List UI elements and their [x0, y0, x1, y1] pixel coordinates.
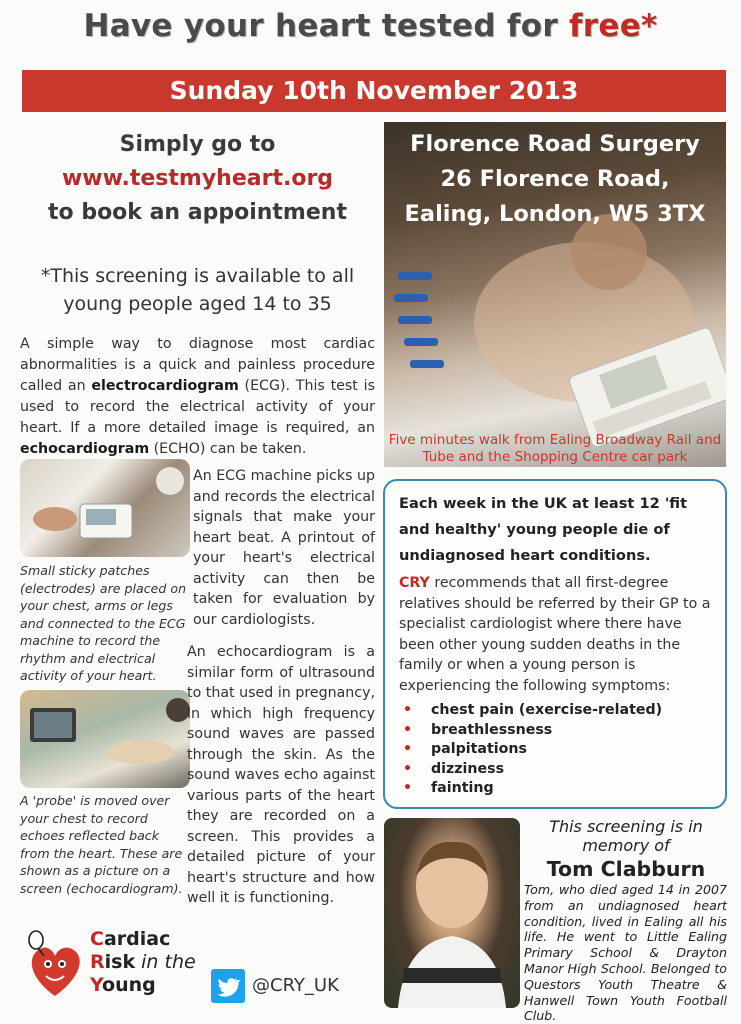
venue-address	[384, 122, 726, 232]
word: in the	[135, 951, 196, 973]
intro-term-ecg: electrocardiogram	[91, 378, 239, 394]
intro-text-3: (ECHO) can be taken.	[149, 441, 307, 457]
bullet-icon: •	[403, 760, 413, 777]
headline-main: Have your heart tested for	[83, 8, 569, 44]
eligibility-note	[20, 262, 375, 318]
intro-text-1: A simple way to diagnose most cardiac abnormalities is a quick and painless procedure called an	[20, 336, 375, 394]
bullet-icon: •	[403, 741, 413, 757]
venue-street: 26 Florence Road,	[440, 166, 670, 192]
intro-term-echo: echocardiogram	[20, 441, 150, 457]
list-item	[399, 721, 699, 741]
memorial-name: Tom Clabburn	[546, 857, 706, 881]
twitter-handle-link[interactable]: @CRY_UK	[252, 975, 339, 996]
booking-url-link[interactable]: www.testmyheart.org	[61, 166, 334, 191]
venue-directions: Five minutes walk from Ealing Broadway Rail and Tube and the Shopping Centre car park	[388, 432, 722, 465]
symptom-text: palpitations	[431, 741, 527, 757]
cry-wordmark	[90, 928, 210, 997]
cry-word-2	[90, 951, 210, 974]
bullet-icon: •	[403, 702, 413, 718]
bullet-icon: •	[403, 721, 413, 738]
symptom-text: breathlessness	[431, 721, 553, 738]
intro-paragraph	[20, 334, 375, 460]
symptom-text: fainting	[431, 780, 494, 796]
page-headline	[0, 8, 741, 44]
echo-description: An echocardiogram is a similar form of ultrasound to that used in pregnancy, in which high frequency sound waves are passed through the skin. As the sound waves echo against various parts of the heart they are recorded on a screen. This provides a detailed picture of your heart's structure and how well it is functioning.	[187, 644, 375, 906]
ecg-description: An ECG machine picks up and records the electrical signals that make your heart beat. A printout of your heart's electrical activity can then be taken for evaluation by our cardiologists.	[193, 468, 375, 628]
symptom-text: dizziness	[431, 760, 505, 777]
ecg-caption: Small sticky patches (electrodes) are placed on your chest, arms or legs and connected to the ECG machine to record the rhythm and electrical activity of your heart.	[20, 563, 187, 683]
ecg-photo	[20, 459, 190, 557]
info-body	[399, 573, 717, 696]
initial: R	[90, 951, 105, 973]
venue-photo-panel	[384, 122, 726, 467]
info-body-text: recommends that all first-degree relatives should be referred by their GP to a specialist cardiologist where there have been other young sudden deaths in the family or when a young person is experiencing the following symptoms:	[399, 575, 711, 694]
booking-block	[20, 128, 375, 230]
intro-text-2: (ECG). This test is used to record the electrical activity of your heart. If a more detailed image is required, an	[20, 378, 375, 436]
info-headline: Each week in the UK at least 12 'fit and healthy' young people die of undiagnosed heart conditions.	[399, 495, 688, 564]
list-item	[399, 760, 699, 780]
symptom-text: chest pain (exercise-related)	[431, 702, 663, 718]
date-banner: Sunday 10th November 2013	[22, 70, 726, 112]
twitter-bird-icon[interactable]	[211, 969, 245, 1003]
initial: C	[90, 928, 104, 950]
memorial-dedication: This screening is in memory of	[549, 817, 703, 855]
eligibility-line-2: young people aged 14 to 35	[63, 293, 332, 315]
echo-caption: A 'probe' is moved over your chest to record echoes reflected back from the heart. These are shown as a picture on a screen (echocardiogram).	[20, 793, 183, 896]
list-item	[399, 740, 699, 760]
list-item	[399, 701, 699, 721]
word: ardiac	[103, 928, 171, 950]
eligibility-line-1: *This screening is available to all	[40, 265, 355, 287]
cry-word-3	[90, 974, 210, 997]
cry-abbrev: CRY	[399, 575, 430, 591]
booking-line-3: to book an appointment	[48, 200, 347, 225]
memorial-portrait-photo	[384, 818, 520, 1008]
initial: Y	[90, 974, 103, 996]
memorial-bio: Tom, who died aged 14 in 2007 from an undiagnosed heart condition, lived in Ealing all his life. He went to Little Ealing Primary School & Drayton Manor High School. Belonged to Questors Youth Theatre & Hanwell Town Youth Football Club.	[524, 882, 727, 1024]
venue-name: Florence Road Surgery	[410, 131, 700, 157]
cry-word-1	[90, 928, 210, 951]
list-item	[399, 779, 699, 799]
info-box	[383, 479, 727, 809]
symptoms-list	[399, 701, 699, 799]
booking-line-1: Simply go to	[119, 132, 276, 157]
cry-heart-logo-icon	[22, 930, 88, 1002]
word: isk	[104, 951, 136, 973]
word: oung	[102, 974, 156, 996]
bullet-icon: •	[403, 780, 413, 796]
echo-photo	[20, 690, 190, 788]
headline-free: free*	[569, 8, 658, 44]
venue-town: Ealing, London, W5 3TX	[404, 201, 706, 227]
